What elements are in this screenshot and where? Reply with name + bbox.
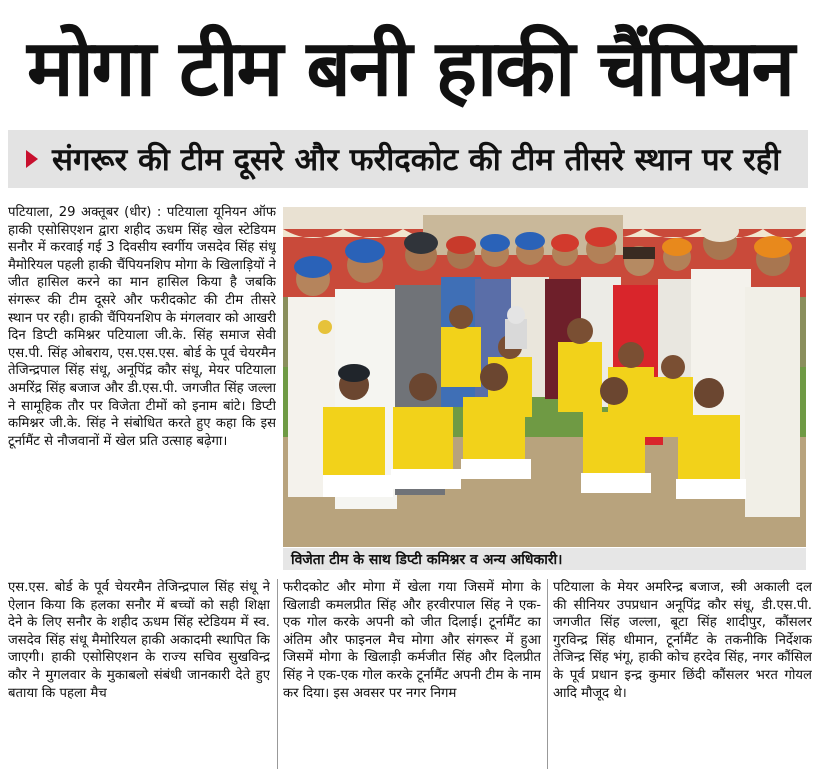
article-column-left-bottom xyxy=(8,579,270,769)
team-photo-illustration xyxy=(283,207,806,547)
subheadline-bar xyxy=(8,130,808,188)
subheadline: संगरूर की टीम दूसरे और फरीदकोट की टीम तीसरे स्थान पर रही xyxy=(52,142,781,178)
article-column-middle xyxy=(283,579,541,769)
column-divider xyxy=(277,579,278,769)
article-paragraph: फरीदकोट और मोगा में खेला गया जिसमें मोगा के खिलाडी कमलप्रीत सिंह और हरवीरपाल सिंह ने एक-एक गोल करके अपनी को जीत दिलाई। टूर्नामैंट का अंतिम और फाइनल मैच मोगा और संगरूर में हुआ जिसमें मोगा के खिलाड़ी कर्मजीत सिंह और दिलप्रीत सिंह ने एक-एक गोल करके टूर्नामैंट अपनी टीम के नाम कर दिया। इस अवसर पर नगर निगम xyxy=(283,580,541,701)
article-column-right xyxy=(553,579,812,769)
photo-caption: विजेता टीम के साथ डिप्टी कमिश्नर व अन्य अधिकारी। xyxy=(283,548,806,570)
article-paragraph: पटियाला, 29 अक्तूबर (धीर) : पटियाला यूनियन ऑफ हाकी एसोसिएशन द्वारा शहीद ऊधम सिंह खेल स्टेडियम सनौर में करवाई गई 3 दिवसीय स्वर्गीय जसदेव सिंह संधू मैमोरियल पहली हाकी चैंपियनशिप मोगा के खिलाड़ियों ने जीत हासिल करने का मान हासिल किया है जबकि संगरूर की टीम दूसरे और फरीदकोट की टीम तीसरे स्थान पर रही। हाकी चैंपियनशिप के मंगलवार को आखरी दिन डिप्टी कमिश्नर पटियाला जी.के. सिंह समाज सेवी एस.पी. सिंह ओबराय, एस.एस.एस. बोर्ड के पूर्व चेयरमैन तेजिन्द्रपाल सिंह संधू, अनूपिंद्र कौर संधू, मेयर पटियाला अमरिंद्र सिंह बजाज और डी.एस.पी. जगजीत सिंह जल्ला ने सामूहिक तौर पर विजेता टीमों को इनाम बांटे। डिप्टी कमिश्नर जी.के. सिंह ने संबोधित करते हुए कहा कि इस टूर्नामैंट से नौजवानों में खेल प्रति उत्साह बढ़ेगा। xyxy=(8,205,276,449)
article-paragraph: पटियाला के मेयर अमरिन्द्र बजाज, स्त्री अकाली दल की सीनियर उपप्रधान अनूपिंद्र कौर संधू, डी.एस.पी. जगजीत सिंह जल्ला, बूटा सिंह शादीपुर, कौंसलर गुरविन्द्र सिंह धीमान, टूर्नामैंट के तकनीकि निर्देशक तेजिन्द्र सिंह भंगू, हाकी कोच हरदेव सिंह, नगर कौंसिल के पूर्व प्रधान इन्द्र कुमार छिंदी कौंसलर भरत गोयल आदि मौजूद थे। xyxy=(553,580,812,701)
team-photo xyxy=(283,207,806,547)
bullet-triangle-icon xyxy=(26,150,38,168)
article-column-left-top xyxy=(8,204,276,566)
article-paragraph: एस.एस. बोर्ड के पूर्व चेयरमैन तेजिन्द्रपाल सिंह संधू ने ऐलान किया कि हलका सनौर में बच्चों को सही शिक्षा देने के लिए सनौर के शहीद ऊधम सिंह स्टेडियम में स्व. जसदेव सिंह संधू मैमोरियल हाकी अकादमी स्थापित कि जाएगी। हाकी एसोसिएशन के राज्य सचिव सुखविन्द्र कौर ने मुगलवार के मुकाबलो संबंधी जानकारी देते हुए बताया कि पहला मैच xyxy=(8,580,270,701)
headline: मोगा टीम बनी हाकी चैंपियन xyxy=(26,24,794,114)
column-divider xyxy=(547,579,548,769)
